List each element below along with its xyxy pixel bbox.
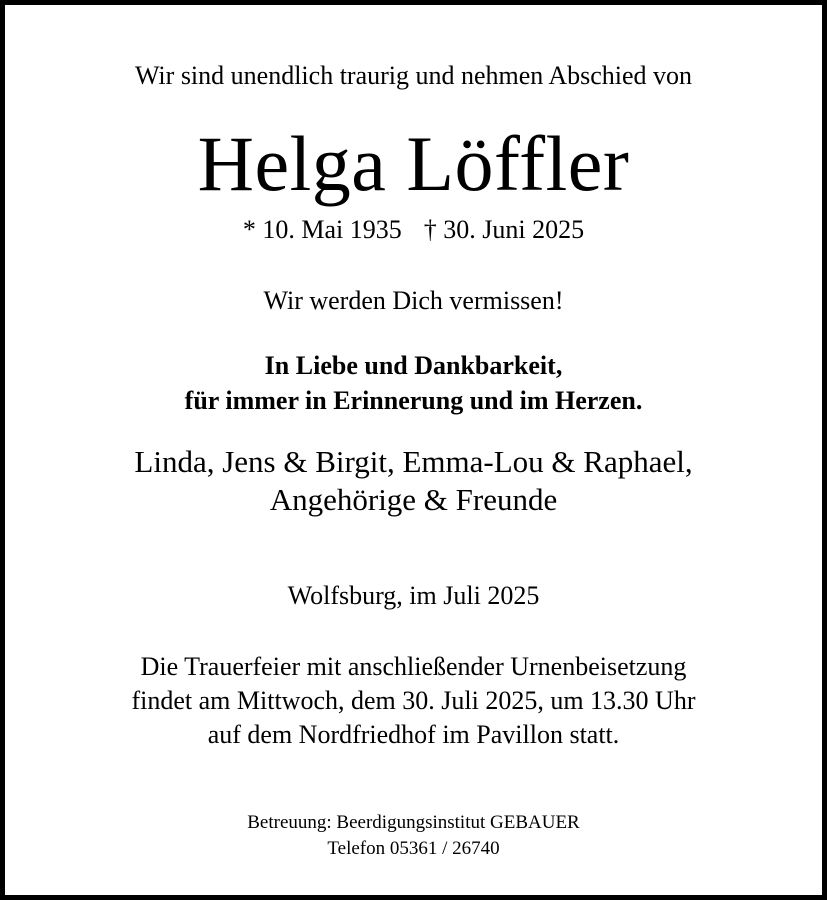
life-dates <box>5 217 822 243</box>
funeral-line-1: Die Trauerfeier mit anschließender Urnenbeisetzung <box>140 652 687 681</box>
place-date: Wolfsburg, im Juli 2025 <box>287 581 540 610</box>
death-date: † 30. Juni 2025 <box>423 215 585 244</box>
miss-text: Wir werden Dich vermissen! <box>263 286 564 315</box>
dedication-line-2: für immer in Erinnerung und im Herzen. <box>184 386 643 415</box>
intro-text: Wir sind unendlich traurig und nehmen Abschied von <box>134 61 693 90</box>
funeral-home: Betreuung: Beerdigungsinstitut GEBAUER <box>247 812 580 833</box>
family-line-2: Angehörige & Freunde <box>269 482 558 517</box>
funeral-line-3: auf dem Nordfriedhof im Pavillon statt. <box>207 720 620 749</box>
family-line-1: Linda, Jens & Birgit, Emma-Lou & Raphael, <box>134 444 693 479</box>
deceased-name: Helga Löffler <box>197 120 630 207</box>
funeral-home-phone: Telefon 05361 / 26740 <box>327 838 500 859</box>
dedication-line-1: In Liebe und Dankbarkeit, <box>264 351 563 380</box>
funeral-line-2: findet am Mittwoch, dem 30. Juli 2025, um 13.30 Uhr <box>131 686 696 715</box>
birth-date: * 10. Mai 1935 <box>242 215 402 244</box>
